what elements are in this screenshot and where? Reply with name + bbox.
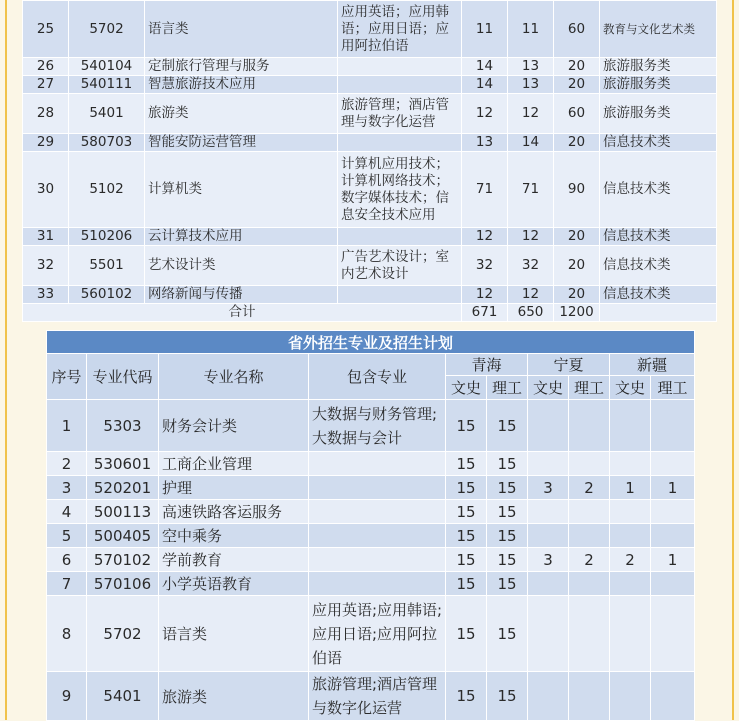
row-number: 30 bbox=[23, 152, 69, 228]
plan-value bbox=[528, 500, 569, 524]
header-region-ningxia: 宁夏 bbox=[528, 354, 610, 376]
table-row bbox=[47, 452, 695, 476]
major-code: 580703 bbox=[69, 134, 145, 152]
plan-value: 20 bbox=[554, 76, 600, 94]
row-number: 33 bbox=[23, 286, 69, 304]
plan-value: 15 bbox=[487, 400, 528, 452]
row-number: 9 bbox=[47, 672, 87, 721]
major-code: 500113 bbox=[87, 500, 159, 524]
plan-value bbox=[651, 596, 695, 672]
included-majors bbox=[338, 228, 462, 246]
plan-value: 90 bbox=[554, 152, 600, 228]
major-code: 5702 bbox=[87, 596, 159, 672]
plan-value: 15 bbox=[487, 596, 528, 672]
plan-value: 12 bbox=[508, 228, 554, 246]
major-code: 5303 bbox=[87, 400, 159, 452]
major-name: 定制旅行管理与服务 bbox=[145, 58, 338, 76]
total-value: 1200 bbox=[554, 304, 600, 322]
included-majors bbox=[309, 524, 446, 548]
included-majors bbox=[338, 286, 462, 304]
major-code: 5102 bbox=[69, 152, 145, 228]
major-code: 510206 bbox=[69, 228, 145, 246]
plan-value bbox=[651, 572, 695, 596]
plan-value: 15 bbox=[446, 452, 487, 476]
table-row bbox=[23, 134, 717, 152]
included-majors: 应用英语；应用韩语；应用日语；应用阿拉伯语 bbox=[338, 1, 462, 58]
plan-value bbox=[569, 452, 610, 476]
row-number: 31 bbox=[23, 228, 69, 246]
included-majors bbox=[338, 58, 462, 76]
included-majors bbox=[309, 548, 446, 572]
table-row bbox=[23, 76, 717, 94]
total-label: 合计 bbox=[23, 304, 462, 322]
major-code: 540111 bbox=[69, 76, 145, 94]
major-name: 旅游类 bbox=[145, 94, 338, 134]
plan-value: 15 bbox=[487, 500, 528, 524]
plan-value bbox=[528, 596, 569, 672]
header-sub: 理工 bbox=[651, 376, 695, 400]
included-majors: 大数据与财务管理;大数据与会计 bbox=[309, 400, 446, 452]
plan-value bbox=[651, 500, 695, 524]
table-row bbox=[23, 58, 717, 76]
category: 信息技术类 bbox=[600, 246, 717, 286]
major-name: 网络新闻与传播 bbox=[145, 286, 338, 304]
plan-value: 12 bbox=[508, 286, 554, 304]
plan-value: 15 bbox=[487, 452, 528, 476]
included-majors bbox=[309, 452, 446, 476]
table-row bbox=[23, 228, 717, 246]
plan-value bbox=[528, 400, 569, 452]
major-name: 智能安防运营管理 bbox=[145, 134, 338, 152]
plan-value bbox=[610, 500, 651, 524]
row-number: 27 bbox=[23, 76, 69, 94]
category: 信息技术类 bbox=[600, 286, 717, 304]
included-majors bbox=[338, 134, 462, 152]
major-name: 财务会计类 bbox=[159, 400, 309, 452]
category: 信息技术类 bbox=[600, 152, 717, 228]
plan-value: 15 bbox=[446, 596, 487, 672]
total-value: 671 bbox=[462, 304, 508, 322]
category: 旅游服务类 bbox=[600, 94, 717, 134]
plan-value bbox=[651, 672, 695, 721]
total-value: 650 bbox=[508, 304, 554, 322]
plan-value: 15 bbox=[487, 524, 528, 548]
table-row bbox=[47, 672, 695, 721]
header-no: 序号 bbox=[47, 354, 87, 400]
major-code: 520201 bbox=[87, 476, 159, 500]
row-number: 25 bbox=[23, 1, 69, 58]
major-name: 旅游类 bbox=[159, 672, 309, 721]
major-code: 5702 bbox=[69, 1, 145, 58]
plan-value bbox=[569, 500, 610, 524]
plan-value bbox=[610, 452, 651, 476]
included-majors: 旅游管理;酒店管理与数字化运营 bbox=[309, 672, 446, 721]
plan-value: 2 bbox=[569, 548, 610, 572]
row-number: 7 bbox=[47, 572, 87, 596]
plan-value bbox=[528, 452, 569, 476]
header-region-qinghai: 青海 bbox=[446, 354, 528, 376]
plan-value: 2 bbox=[610, 548, 651, 572]
plan-value: 12 bbox=[462, 286, 508, 304]
plan-value: 13 bbox=[508, 58, 554, 76]
major-name: 语言类 bbox=[159, 596, 309, 672]
category: 旅游服务类 bbox=[600, 58, 717, 76]
row-number: 26 bbox=[23, 58, 69, 76]
frame-border-left bbox=[5, 0, 7, 720]
header-code: 专业代码 bbox=[87, 354, 159, 400]
plan-value: 32 bbox=[508, 246, 554, 286]
row-number: 29 bbox=[23, 134, 69, 152]
plan-value: 13 bbox=[462, 134, 508, 152]
header-includes: 包含专业 bbox=[309, 354, 446, 400]
table-row bbox=[23, 246, 717, 286]
plan-value: 15 bbox=[487, 572, 528, 596]
table-row bbox=[47, 400, 695, 452]
major-code: 540104 bbox=[69, 58, 145, 76]
plan-value: 15 bbox=[446, 476, 487, 500]
plan-value: 15 bbox=[446, 400, 487, 452]
row-number: 6 bbox=[47, 548, 87, 572]
row-number: 2 bbox=[47, 452, 87, 476]
plan-value: 20 bbox=[554, 134, 600, 152]
plan-value: 60 bbox=[554, 94, 600, 134]
plan-value: 60 bbox=[554, 1, 600, 58]
table-row bbox=[47, 548, 695, 572]
row-number: 1 bbox=[47, 400, 87, 452]
plan-value: 1 bbox=[610, 476, 651, 500]
plan-value: 14 bbox=[462, 76, 508, 94]
included-majors: 应用英语;应用韩语;应用日语;应用阿拉伯语 bbox=[309, 596, 446, 672]
plan-value: 15 bbox=[487, 672, 528, 721]
major-name: 护理 bbox=[159, 476, 309, 500]
plan-value: 3 bbox=[528, 548, 569, 572]
major-name: 语言类 bbox=[145, 1, 338, 58]
plan-value bbox=[610, 524, 651, 548]
major-code: 570102 bbox=[87, 548, 159, 572]
header-region-xinjiang: 新疆 bbox=[610, 354, 695, 376]
header-sub: 理工 bbox=[569, 376, 610, 400]
included-majors: 广告艺术设计；室内艺术设计 bbox=[338, 246, 462, 286]
total-row bbox=[23, 304, 717, 322]
category: 信息技术类 bbox=[600, 134, 717, 152]
header-row bbox=[47, 354, 695, 376]
plan-value bbox=[610, 596, 651, 672]
major-name: 计算机类 bbox=[145, 152, 338, 228]
included-majors bbox=[309, 500, 446, 524]
plan-value bbox=[610, 400, 651, 452]
plan-value: 15 bbox=[446, 524, 487, 548]
table-row bbox=[47, 572, 695, 596]
plan-value: 20 bbox=[554, 228, 600, 246]
major-name: 空中乘务 bbox=[159, 524, 309, 548]
table-row bbox=[23, 152, 717, 228]
plan-value bbox=[610, 572, 651, 596]
row-number: 28 bbox=[23, 94, 69, 134]
plan-value: 14 bbox=[508, 134, 554, 152]
plan-value: 1 bbox=[651, 476, 695, 500]
included-majors bbox=[309, 572, 446, 596]
plan-value bbox=[569, 672, 610, 721]
table-row bbox=[47, 596, 695, 672]
plan-value: 15 bbox=[446, 548, 487, 572]
plan-value bbox=[569, 524, 610, 548]
major-code: 530601 bbox=[87, 452, 159, 476]
frame-border-right bbox=[732, 0, 734, 720]
plan-value bbox=[528, 572, 569, 596]
plan-value: 12 bbox=[508, 94, 554, 134]
plan-value: 20 bbox=[554, 286, 600, 304]
out-of-province-enrollment-table bbox=[46, 330, 695, 721]
major-name: 学前教育 bbox=[159, 548, 309, 572]
major-name: 工商企业管理 bbox=[159, 452, 309, 476]
row-number: 3 bbox=[47, 476, 87, 500]
plan-value bbox=[569, 572, 610, 596]
header-sub: 文史 bbox=[446, 376, 487, 400]
plan-value bbox=[651, 524, 695, 548]
table-row bbox=[23, 286, 717, 304]
table-row bbox=[47, 500, 695, 524]
plan-value: 71 bbox=[462, 152, 508, 228]
plan-value: 2 bbox=[569, 476, 610, 500]
header-sub: 文史 bbox=[610, 376, 651, 400]
plan-value: 15 bbox=[446, 572, 487, 596]
major-code: 570106 bbox=[87, 572, 159, 596]
category: 旅游服务类 bbox=[600, 76, 717, 94]
table-row bbox=[47, 524, 695, 548]
plan-value: 20 bbox=[554, 246, 600, 286]
included-majors bbox=[338, 76, 462, 94]
plan-value: 15 bbox=[487, 476, 528, 500]
plan-value: 11 bbox=[508, 1, 554, 58]
header-sub: 理工 bbox=[487, 376, 528, 400]
plan-value bbox=[569, 596, 610, 672]
row-number: 4 bbox=[47, 500, 87, 524]
row-number: 8 bbox=[47, 596, 87, 672]
plan-value: 1 bbox=[651, 548, 695, 572]
plan-value bbox=[610, 672, 651, 721]
plan-value: 12 bbox=[462, 94, 508, 134]
plan-value: 20 bbox=[554, 58, 600, 76]
plan-value: 14 bbox=[462, 58, 508, 76]
plan-value bbox=[528, 524, 569, 548]
plan-value: 15 bbox=[487, 548, 528, 572]
major-code: 5501 bbox=[69, 246, 145, 286]
major-code: 5401 bbox=[87, 672, 159, 721]
table-row bbox=[23, 1, 717, 58]
major-name: 艺术设计类 bbox=[145, 246, 338, 286]
row-number: 5 bbox=[47, 524, 87, 548]
plan-value bbox=[528, 672, 569, 721]
category: 信息技术类 bbox=[600, 228, 717, 246]
plan-value: 3 bbox=[528, 476, 569, 500]
plan-value bbox=[651, 400, 695, 452]
header-sub: 文史 bbox=[528, 376, 569, 400]
major-name: 智慧旅游技术应用 bbox=[145, 76, 338, 94]
included-majors: 旅游管理；酒店管理与数字化运营 bbox=[338, 94, 462, 134]
table-row bbox=[23, 94, 717, 134]
plan-value: 32 bbox=[462, 246, 508, 286]
major-code: 5401 bbox=[69, 94, 145, 134]
included-majors: 计算机应用技术；计算机网络技术；数字媒体技术；信息安全技术应用 bbox=[338, 152, 462, 228]
category: 教育与文化艺术类 bbox=[600, 1, 717, 58]
header-name: 专业名称 bbox=[159, 354, 309, 400]
plan-value bbox=[569, 400, 610, 452]
total-empty bbox=[600, 304, 717, 322]
major-name: 高速铁路客运服务 bbox=[159, 500, 309, 524]
included-majors bbox=[309, 476, 446, 500]
plan-value: 11 bbox=[462, 1, 508, 58]
plan-value: 13 bbox=[508, 76, 554, 94]
major-name: 小学英语教育 bbox=[159, 572, 309, 596]
table-title: 省外招生专业及招生计划 bbox=[47, 331, 695, 354]
plan-value: 15 bbox=[446, 672, 487, 721]
table-title-row bbox=[47, 331, 695, 354]
plan-value: 71 bbox=[508, 152, 554, 228]
table-row bbox=[47, 476, 695, 500]
domestic-enrollment-table bbox=[22, 0, 717, 322]
plan-value bbox=[651, 452, 695, 476]
major-name: 云计算技术应用 bbox=[145, 228, 338, 246]
major-code: 560102 bbox=[69, 286, 145, 304]
major-code: 500405 bbox=[87, 524, 159, 548]
plan-value: 15 bbox=[446, 500, 487, 524]
plan-value: 12 bbox=[462, 228, 508, 246]
row-number: 32 bbox=[23, 246, 69, 286]
